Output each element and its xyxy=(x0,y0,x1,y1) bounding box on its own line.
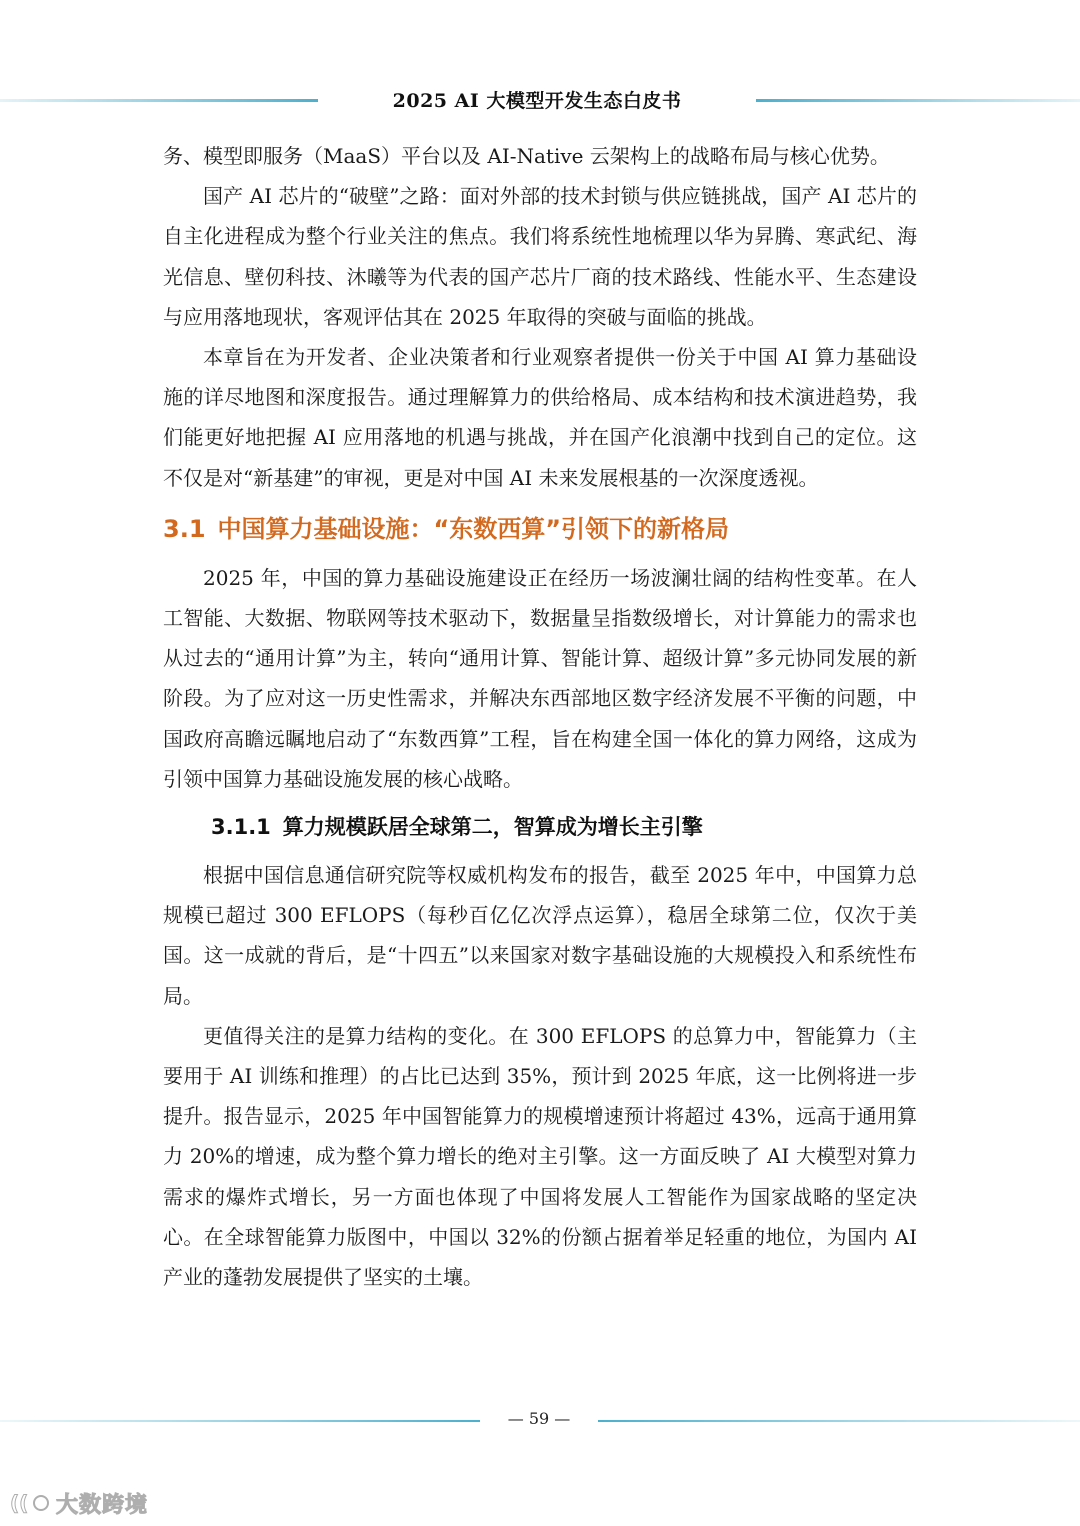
running-header-title: 2025 AI 大模型开发生态白皮书 xyxy=(392,90,682,112)
paragraph-compute-structure: 更值得关注的是算力结构的变化。在 300 EFLOPS 的总算力中，智能算力（主要用于 AI 训练和推理）的占比已达到 35%，预计到 2025 年底，这一比例将进一步提升。报告显示，2025 年中国智能算力的规模增速预计将超过 43%，远高于通用算力 20%的增速，成为整个算力增长的绝对主引擎。这一方面反映了 AI 大模型对算力需求的爆炸式增长，另一方面也体现了中国将发展人工智能作为国家战略的坚定决心。在全球智能算力版图中，中国以 32%的份额占据着举足轻重的地位，为国内 AI 产业的蓬勃发展提供了坚实的土壤。 xyxy=(163,1023,917,1290)
subsection-heading xyxy=(211,803,917,851)
subsection-number: 3.1.1 xyxy=(211,815,271,840)
paragraph-chapter-aim: 本章旨在为开发者、企业决策者和行业观察者提供一份关于中国 AI 算力基础设施的详尽地图和深度报告。通过理解算力的供给格局、成本结构和技术演进趋势，我们能更好地把握 AI 应用落地的机遇与挑战，并在国产化浪潮中找到自己的定位。这不仅是对“新基建”的审视，更是对中国 AI 未来发展根基的一次深度透视。 xyxy=(163,345,917,490)
logo-icon xyxy=(10,1490,50,1516)
page-content xyxy=(163,136,917,1297)
footer-rule-right xyxy=(598,1420,1080,1422)
section-title: 中国算力基础设施：“东数西算”引领下的新格局 xyxy=(217,514,730,543)
watermark-text: 大数跨境 xyxy=(56,1492,149,1518)
svg-text:((: (( xyxy=(10,1491,29,1515)
paragraph-infrastructure-change: 2025 年，中国的算力基础设施建设正在经历一场波澜壮阔的结构性变革。在人工智能、大数据、物联网等技术驱动下，数据量呈指数级增长，对计算能力的需求也从过去的“通用计算”为主，转向“通用计算、智能计算、超级计算”多元协同发展的新阶段。为了应对这一历史性需求，并解决东西部地区数字经济发展不平衡的问题，中国政府高瞻远瞩地启动了“东数西算”工程，旨在构建全国一体化的算力网络，这成为引领中国算力基础设施发展的核心战略。 xyxy=(163,565,917,791)
paragraph-continued: 务、模型即服务（MaaS）平台以及 AI-Native 云架构上的战略布局与核心优势。 xyxy=(163,144,890,168)
page-number: — 59 — xyxy=(507,1409,571,1428)
watermark xyxy=(10,1486,148,1520)
header-rule-left xyxy=(0,99,318,102)
paragraph-domestic-chips: 国产 AI 芯片的“破壁”之路：面对外部的技术封锁与供应链挑战，国产 AI 芯片的自主化进程成为整个行业关注的焦点。我们将系统性地梳理以华为昇腾、寒武纪、海光信息、壁仞科技、沐曦等为代表的国产芯片厂商的技术路线、性能水平、生态建设与应用落地现状，客观评估其在 2025 年取得的突破与面临的挑战。 xyxy=(163,184,917,329)
footer-rule-left xyxy=(0,1420,480,1422)
subsection-title: 算力规模跃居全球第二，智算成为增长主引擎 xyxy=(282,815,703,840)
section-number: 3.1 xyxy=(163,514,206,543)
section-heading xyxy=(163,504,917,554)
paragraph-compute-scale: 根据中国信息通信研究院等权威机构发布的报告，截至 2025 年中，中国算力总规模已超过 300 EFLOPS（每秒百亿亿次浮点运算），稳居全球第二位，仅次于美国。这一成就的背后，是“十四五”以来国家对数字基础设施的大规模投入和系统性布局。 xyxy=(163,863,917,1008)
header-rule-right xyxy=(756,99,1080,102)
